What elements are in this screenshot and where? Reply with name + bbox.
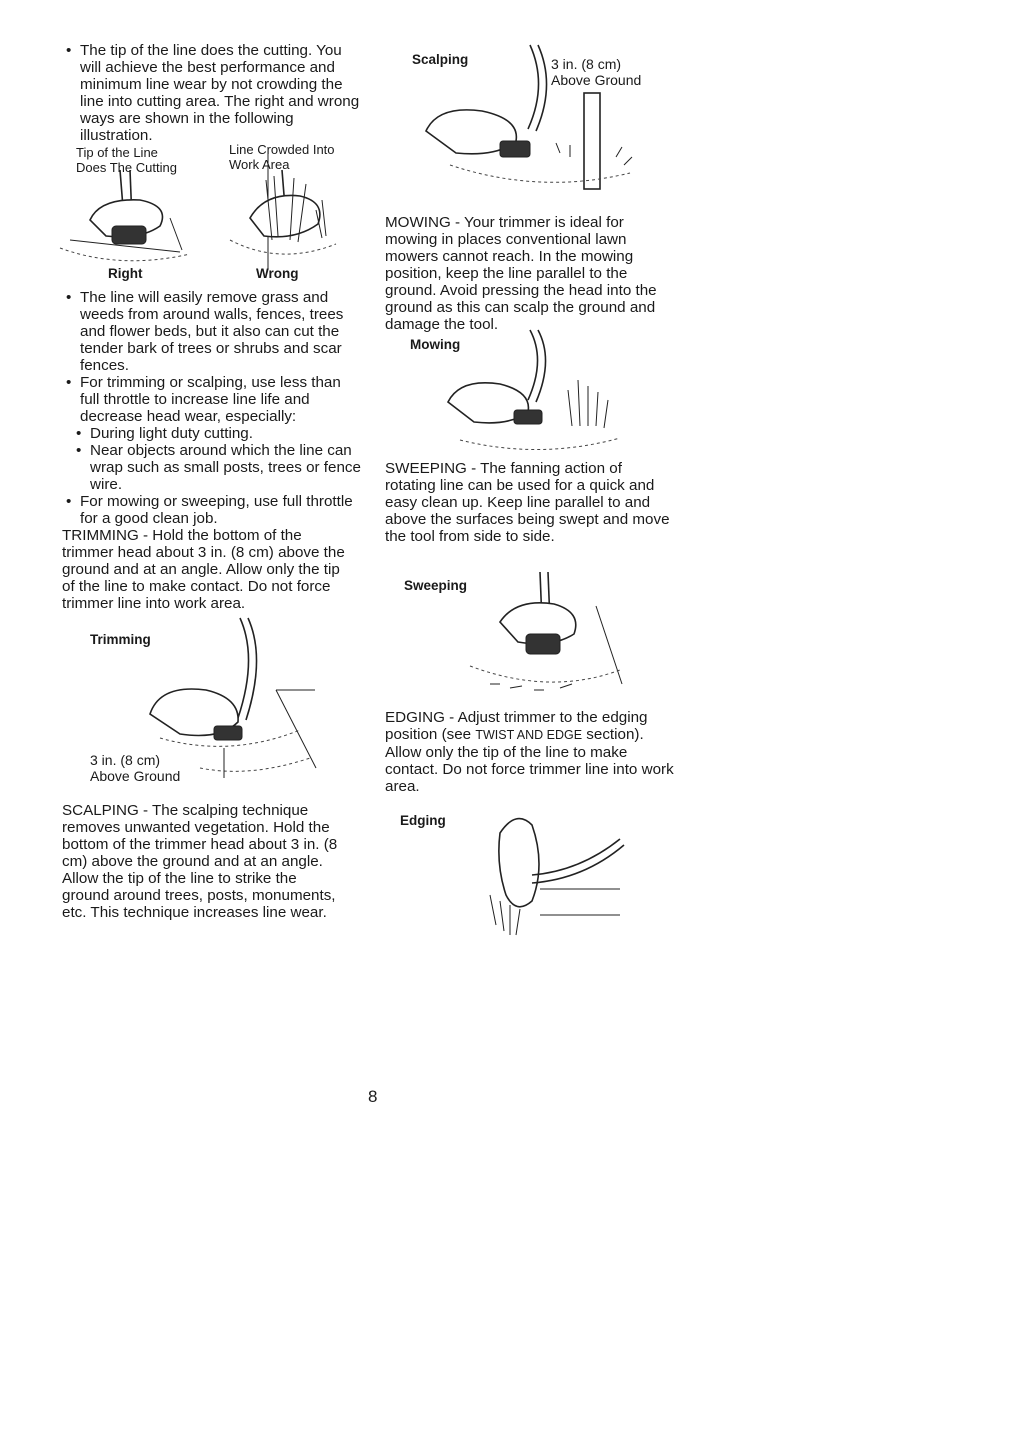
scalping-text-block [62,802,347,921]
trimming-caption-line2: Above Ground [90,768,181,784]
right-wrong-illustration [60,170,340,270]
sweeping-text-block [385,460,675,545]
edging-text [385,709,675,795]
label-wrong: Wrong [256,266,299,281]
trimming-text: TRIMMING - Hold the bottom of the trimmer head about 3 in. (8 cm) above the ground and at an angle. Allow only the tip of the line to make contact. Do not force trimmer line into work area. [62,527,345,612]
wrong-trimmer-head [230,170,336,254]
label-right: Right [108,266,143,281]
sub-light-duty: • During light duty cutting. [62,425,362,442]
edging-text-ref: TWIST AND EDGE [475,728,583,742]
caption-right-line2: Does The Cutting [76,160,177,175]
sweeping-text: SWEEPING - The fanning action of rotating line can be used for a quick and easy clean up. Keep line parallel to and above the surfaces being swept and move the tool from side to side. [385,460,670,545]
mowing-label: Mowing [410,337,461,352]
intro-bullet: • The tip of the line does the cutting. You will achieve the best performance and minimum line wear by not crowding the line into cutting area. The right and wrong ways are shown in the following illustration. [62,42,362,144]
trimming-label: Trimming [90,632,151,647]
left-column-body [62,289,362,612]
edging-label: Edging [400,813,446,828]
scalping-caption-line1: 3 in. (8 cm) [551,56,622,72]
bullet-throttle: • For trimming or scalping, use less than full throttle to increase line life and decrease head wear, especially: [62,374,362,425]
caption-right-line1: Tip of the Line [76,145,158,160]
bullet-full-throttle: • For mowing or sweeping, use full throttle for a good clean job. [62,493,362,527]
caption-wrong-line1: Line Crowded Into [229,142,335,157]
sweeping-label: Sweeping [404,578,468,593]
scalping-caption [551,56,641,88]
scalping-label: Scalping [412,52,469,67]
mowing-text-block [385,214,675,333]
mowing-illustration [440,330,630,460]
left-column [62,42,362,144]
sub-near-objects: • Near objects around which the line can wrap such as small posts, trees or fence wire. [62,442,362,493]
mowing-text: MOWING - Your trimmer is ideal for mowing in places conventional lawn mowers cannot reach. In the mowing position, keep the line parallel to the ground. Avoid pressing the head into the ground as this can scalp the ground and damage the tool. [385,214,657,333]
page-number: 8 [368,1087,378,1106]
scalping-caption-line2: Above Ground [551,72,642,88]
right-trimmer-head [60,170,190,261]
post-shape [584,93,600,189]
edging-text-block [385,709,675,795]
edging-illustration [480,805,630,945]
bullet-grass: • The line will easily remove grass and weeds from around walls, fences, trees and flower beds, but it also can cut the tender bark of trees or shrubs and scar fences. [62,289,362,374]
scalping-text: SCALPING - The scalping technique removes unwanted vegetation. Hold the bottom of the trimmer head about 3 in. (8 cm) above the ground and at an angle. Allow the tip of the line to strike the ground around trees, posts, monuments, etc. This technique increases line wear. [62,802,338,921]
edging-text-part1: EDGING - Adjust trimmer to the edging position (see [385,709,648,743]
sweeping-illustration [470,572,640,702]
caption-wrong-line2: Work Area [229,157,290,172]
edging-text-part2: section). Allow only the tip of the line to make contact. Do not force trimmer line into work area. [385,726,674,795]
trimming-caption-line1: 3 in. (8 cm) [90,752,161,768]
caption-wrong-top [229,142,335,172]
trimming-caption [90,752,180,784]
